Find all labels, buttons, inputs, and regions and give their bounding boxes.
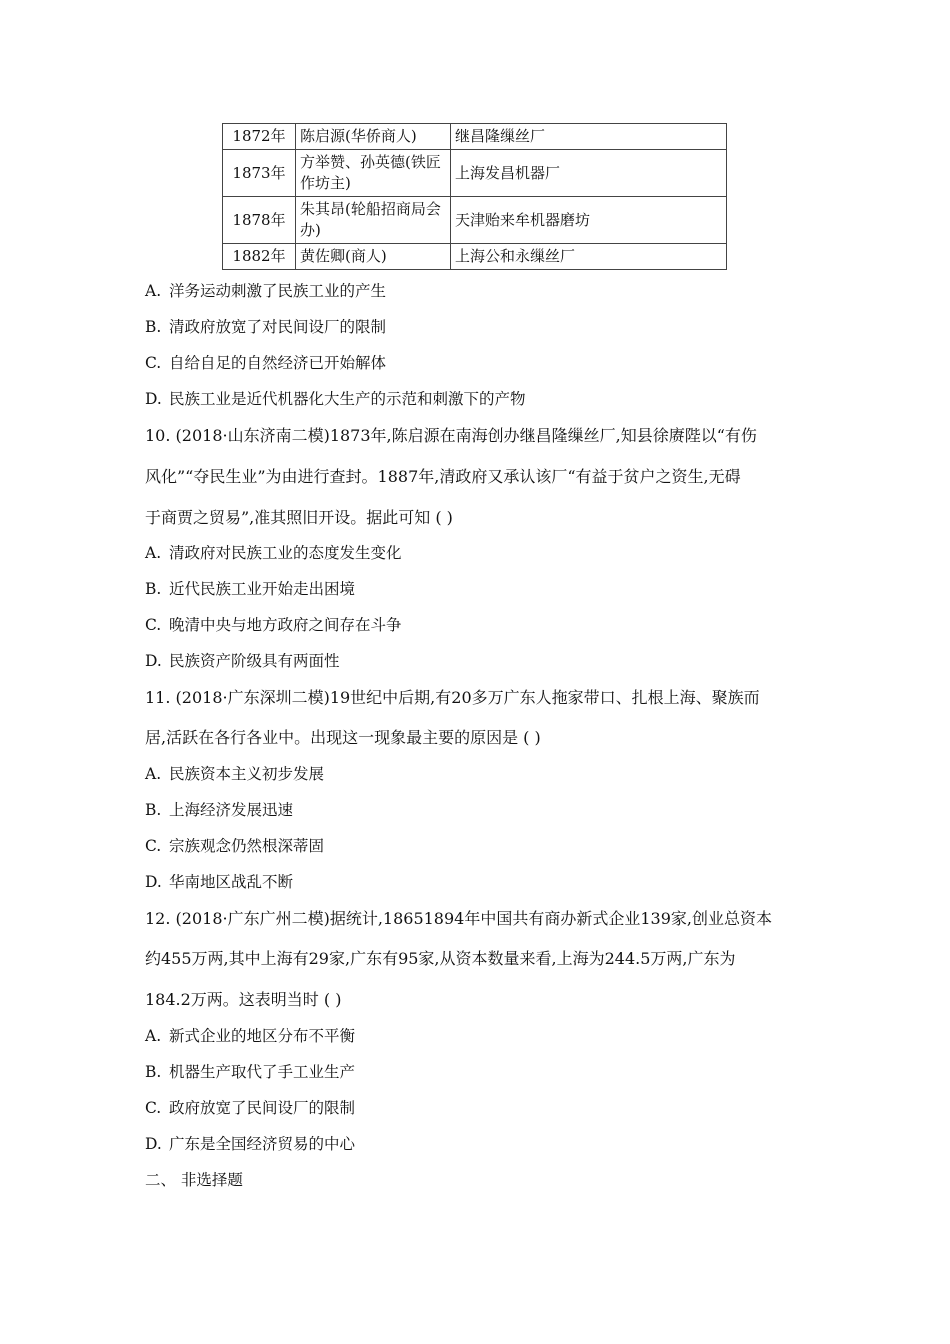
option-text: 上海经济发展迅速 [169, 801, 294, 819]
table-cell-year: 1878年 [223, 197, 296, 244]
q11-option-b [145, 798, 293, 820]
option-text: 自给自足的自然经济已开始解体 [169, 354, 387, 372]
q10-stem-line: 风化”“夺民生业”为由进行查封。1887年,清政府又承认该厂“有益于贫户之资生,无碍 [145, 467, 741, 486]
option-letter: B. [145, 580, 162, 598]
table-cell-person: 黄佐卿(商人) [296, 244, 451, 270]
option-text: 清政府对民族工业的态度发生变化 [169, 544, 402, 562]
option-letter: D. [145, 1135, 162, 1153]
option-text: 晚清中央与地方政府之间存在斗争 [169, 616, 402, 634]
table-cell-year: 1873年 [223, 150, 296, 197]
table-cell-person: 方举赞、孙英德(铁匠作坊主) [296, 150, 451, 197]
option-letter: A. [145, 544, 162, 562]
table-row [223, 197, 727, 244]
table-row [223, 124, 727, 150]
q10-option-c [145, 613, 402, 635]
option-letter: C. [145, 354, 162, 372]
table-row [223, 244, 727, 270]
section-heading: 二、 非选择题 [145, 1171, 243, 1189]
option-letter: B. [145, 1063, 162, 1081]
option-text: 政府放宽了民间设厂的限制 [169, 1099, 356, 1117]
option-text: 华南地区战乱不断 [169, 873, 294, 891]
table-cell-factory: 天津贻来牟机器磨坊 [451, 197, 727, 244]
option-letter: A. [145, 1027, 162, 1045]
option-text: 新式企业的地区分布不平衡 [169, 1027, 356, 1045]
option-text: 机器生产取代了手工业生产 [169, 1063, 356, 1081]
option-letter: C. [145, 1099, 162, 1117]
option-letter: B. [145, 318, 162, 336]
q11-stem-line: 11. (2018·广东深圳二模)19世纪中后期,有20多万广东人拖家带口、扎根上海、聚族而 [145, 688, 760, 707]
option-letter: D. [145, 652, 162, 670]
option-letter: A. [145, 765, 162, 783]
table-cell-year: 1872年 [223, 124, 296, 150]
q9-option-b [145, 315, 386, 337]
q10-option-a [145, 541, 402, 563]
option-letter: C. [145, 616, 162, 634]
q9-option-a [145, 279, 386, 301]
option-text: 民族资本主义初步发展 [169, 765, 325, 783]
q11-option-a [145, 762, 324, 784]
q10-option-d [145, 649, 340, 671]
table-cell-person: 朱其昂(轮船招商局会办) [296, 197, 451, 244]
option-letter: D. [145, 390, 162, 408]
option-letter: B. [145, 801, 162, 819]
option-text: 近代民族工业开始走出困境 [169, 580, 356, 598]
option-text: 洋务运动刺激了民族工业的产生 [169, 282, 387, 300]
q9-option-d [145, 387, 526, 409]
option-text: 民族资产阶级具有两面性 [169, 652, 340, 670]
option-text: 民族工业是近代机器化大生产的示范和刺激下的产物 [169, 390, 526, 408]
table-cell-factory: 上海发昌机器厂 [451, 150, 727, 197]
q10-option-b [145, 577, 355, 599]
factory-table [222, 123, 727, 270]
option-letter: A. [145, 282, 162, 300]
q11-option-d [145, 870, 293, 892]
option-letter: D. [145, 873, 162, 891]
option-text: 宗族观念仍然根深蒂固 [169, 837, 325, 855]
q12-stem-line: 约455万两,其中上海有29家,广东有95家,从资本数量来看,上海为244.5万两,广东为 [145, 949, 736, 968]
table-cell-factory: 上海公和永缫丝厂 [451, 244, 727, 270]
q10-stem-line: 10. (2018·山东济南二模)1873年,陈启源在南海创办继昌隆缫丝厂,知县徐赓陛以“有伤 [145, 426, 757, 445]
option-text: 广东是全国经济贸易的中心 [169, 1135, 356, 1153]
q10-stem-line: 于商贾之贸易”,准其照旧开设。据此可知 ( ) [145, 508, 453, 527]
table-cell-person: 陈启源(华侨商人) [296, 124, 451, 150]
table-cell-factory: 继昌隆缫丝厂 [451, 124, 727, 150]
table-row [223, 150, 727, 197]
q12-stem-line: 12. (2018·广东广州二模)据统计,18651894年中国共有商办新式企业139家,创业总资本 [145, 909, 772, 928]
q11-stem-line: 居,活跃在各行各业中。出现这一现象最主要的原因是 ( ) [145, 728, 541, 747]
option-letter: C. [145, 837, 162, 855]
q12-option-a [145, 1024, 355, 1046]
q12-option-b [145, 1060, 355, 1082]
table-cell-year: 1882年 [223, 244, 296, 270]
q12-option-d [145, 1132, 355, 1154]
q12-stem-line: 184.2万两。这表明当时 ( ) [145, 990, 342, 1009]
q9-option-c [145, 351, 386, 373]
q11-option-c [145, 834, 324, 856]
option-text: 清政府放宽了对民间设厂的限制 [169, 318, 387, 336]
q12-option-c [145, 1096, 355, 1118]
